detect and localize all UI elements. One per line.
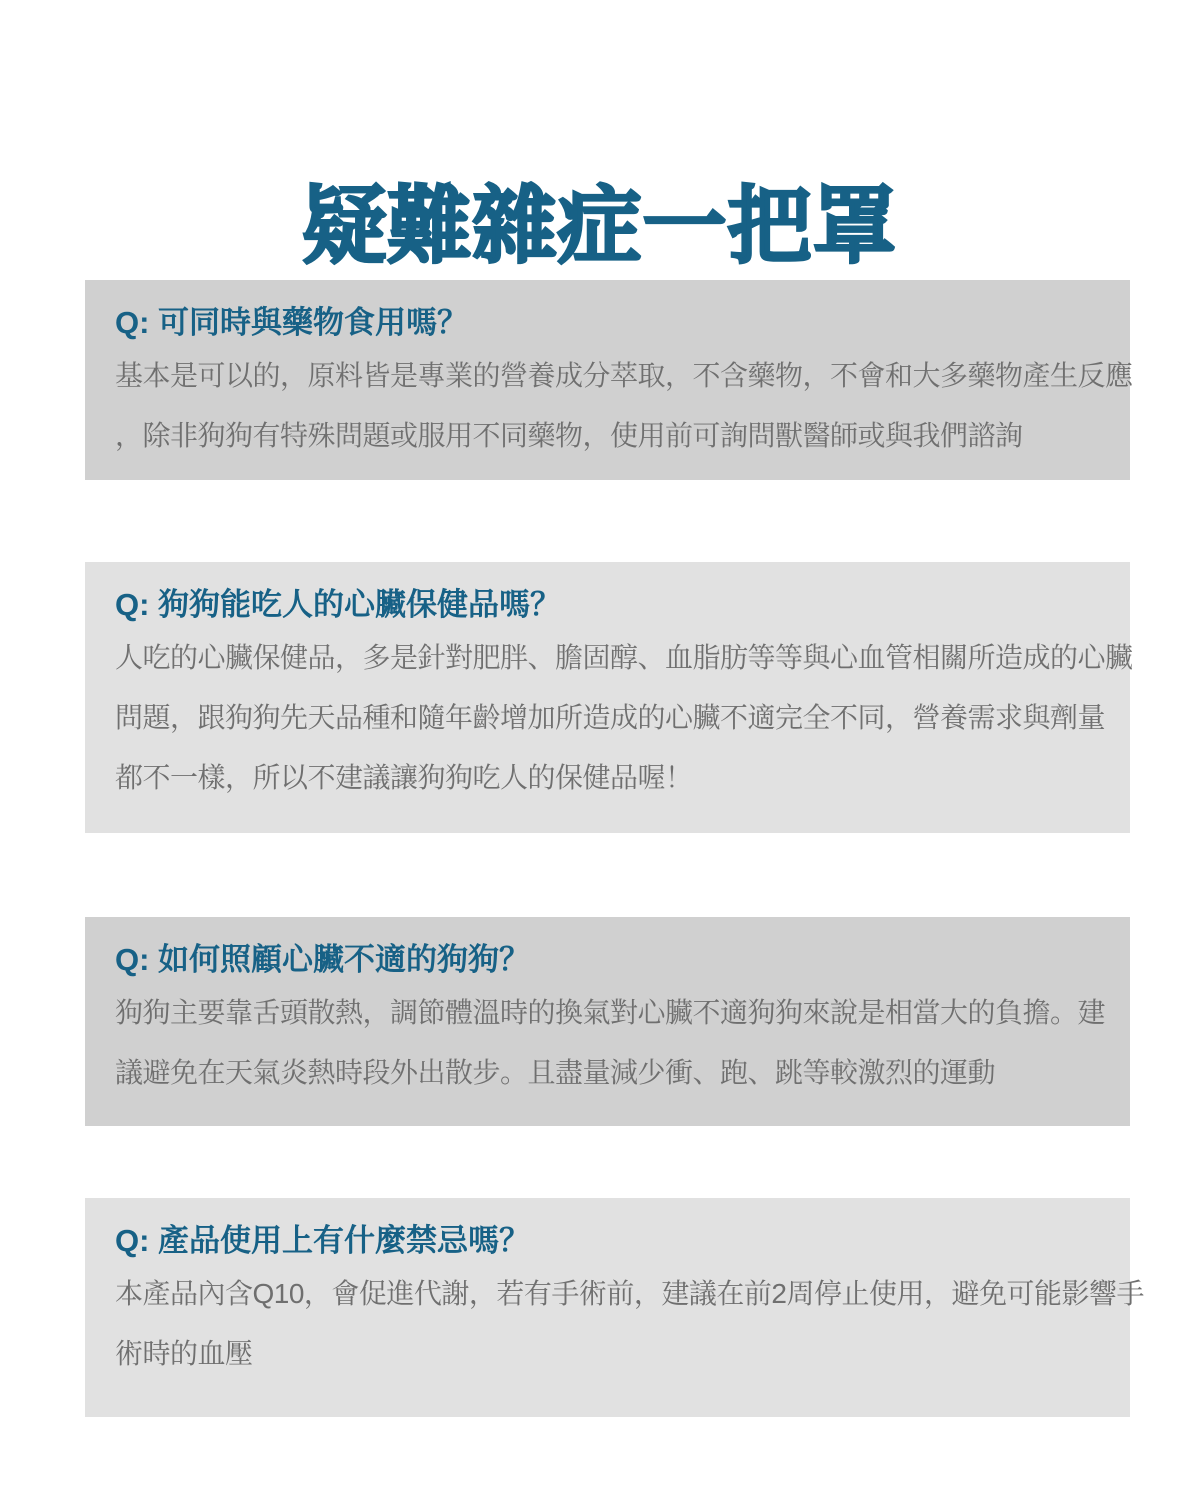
question-heading: Q: 產品使用上有什麼禁忌嗎？ — [115, 1223, 531, 1258]
faq-item-contraindication — [85, 1198, 1145, 1417]
answer-line: 議避免在天氣炎熱時段外出散步。且盡量減少衝、跑、跳等較激烈的運動 — [115, 1057, 996, 1088]
answer-line: ，除非狗狗有特殊問題或服用不同藥物，使用前可詢問獸醫師或與我們諮詢 — [115, 420, 1023, 451]
answer-line: 問題，跟狗狗先天品種和隨年齡增加所造成的心臟不適完全不同，營養需求與劑量 — [115, 702, 1106, 733]
question-heading: Q: 如何照顧心臟不適的狗狗？ — [115, 942, 531, 977]
answer-line: 人吃的心臟保健品，多是針對肥胖、膽固醇、血脂肪等等與心血管相關所造成的心臟 — [115, 642, 1133, 673]
faq-item-human-supplement — [85, 562, 1133, 833]
page-title: 疑難雜症一把罩 — [302, 179, 898, 274]
faq-item-heart-care — [85, 917, 1130, 1126]
question-heading: Q: 狗狗能吃人的心臟保健品嗎？ — [115, 587, 562, 622]
answer-line: 狗狗主要靠舌頭散熱，調節體溫時的換氣對心臟不適狗狗來說是相當大的負擔。建 — [115, 997, 1106, 1028]
answer-text — [115, 628, 1133, 808]
answer-line: 術時的血壓 — [115, 1338, 253, 1369]
answer-text — [115, 983, 1106, 1103]
answer-line: 本產品內含Q10，會促進代謝，若有手術前，建議在前2周停止使用，避免可能影響手 — [115, 1278, 1145, 1309]
answer-text — [115, 346, 1133, 466]
answer-text — [115, 1264, 1145, 1384]
faq-item-medication — [85, 280, 1133, 480]
answer-line: 基本是可以的，原料皆是專業的營養成分萃取，不含藥物，不會和大多藥物產生反應 — [115, 360, 1133, 391]
question-heading: Q: 可同時與藥物食用嗎？ — [115, 305, 469, 340]
answer-line: 都不一樣，所以不建議讓狗狗吃人的保健品喔！ — [115, 762, 693, 793]
